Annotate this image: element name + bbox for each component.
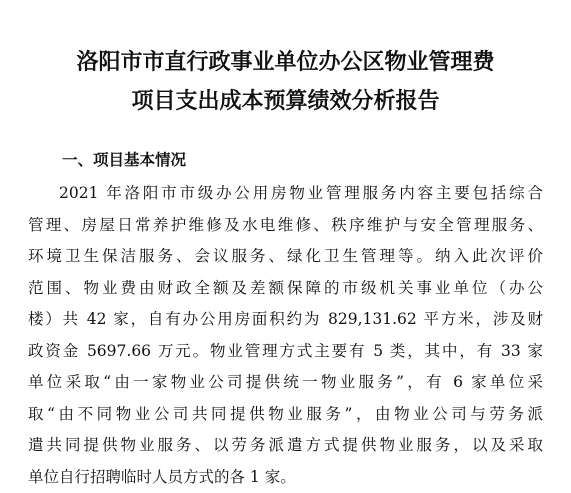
paragraph-line: 环境卫生保洁服务、会议服务、绿化卫生管理等。纳入此次评价 [28,241,543,273]
paragraph-line: 管理、房屋日常养护维修及水电维修、秩序维护与安全管理服务、 [28,210,543,242]
paragraph-line: 单位采取“由一家物业公司提供统一物业服务”，有 6 家单位采 [28,367,543,399]
section-heading: 一、项目基本情况 [62,149,186,171]
paragraph-line: 2021 年洛阳市市级办公用房物业管理服务内容主要包括综合 [28,178,543,210]
paragraph-line: 遣共同提供物业服务、以劳务派遣方式提供物业服务，以及采取 [28,430,543,462]
paragraph-line: 取“由不同物业公司共同提供物业服务”，由物业公司与劳务派 [28,399,543,431]
document-title-line-2: 项目支出成本预算绩效分析报告 [0,87,571,117]
paragraph-line: 政资金 5697.66 万元。物业管理方式主要有 5 类，其中，有 33 家 [28,336,543,368]
paragraph-line: 楼）共 42 家，自有办公用房面积约为 829,131.62 平方米，涉及财 [28,304,543,336]
body-paragraph [28,178,543,493]
document-title-line-1: 洛阳市市直行政事业单位办公区物业管理费 [0,48,571,78]
paragraph-line: 范围、物业费由财政全额及差额保障的市级机关事业单位（办公 [28,273,543,305]
paragraph-line: 单位自行招聘临时人员方式的各 1 家。 [28,462,543,493]
